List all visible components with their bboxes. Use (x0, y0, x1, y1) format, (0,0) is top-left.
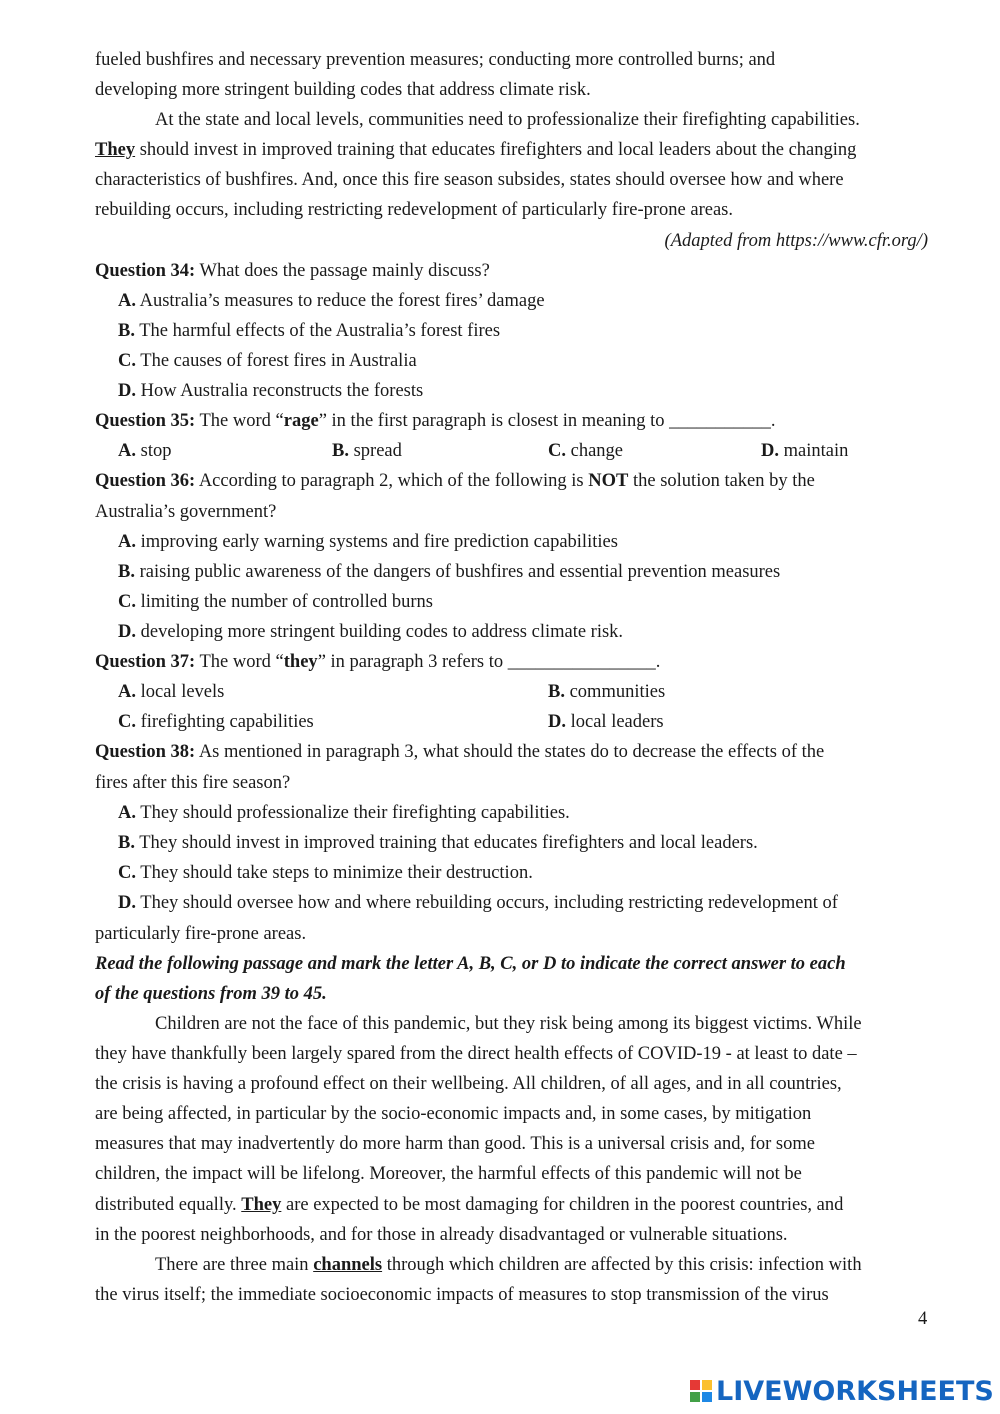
passage-line: in the poorest neighborhoods, and for those in already disadvantaged or vulnerable situations. (95, 1225, 788, 1245)
question-36: Question 36: According to paragraph 2, which of the following is NOT the solution taken by the (95, 471, 815, 491)
passage-line: characteristics of bushfires. And, once this fire season subsides, states should oversee how and where (95, 170, 844, 190)
passage-line: the virus itself; the immediate socioeconomic impacts of measures to stop transmission of the virus (95, 1285, 829, 1305)
question-38: Question 38: As mentioned in paragraph 3, what should the states do to decrease the effects of the (95, 742, 825, 762)
underlined-word: They (95, 140, 136, 160)
q38-option-d-cont: particularly fire-prone areas. (95, 924, 307, 944)
q34-option-d[interactable]: D. How Australia reconstructs the forests (118, 381, 424, 401)
q37-options-row-1 (95, 680, 935, 704)
q35-options-row (95, 439, 935, 463)
q38-option-d[interactable]: D. They should oversee how and where rebuilding occurs, including restricting redevelopment of (118, 893, 838, 913)
q35-option-b[interactable]: B. spread (332, 441, 402, 461)
q37-option-b[interactable]: B. communities (548, 682, 666, 702)
q34-option-a[interactable]: A. Australia’s measures to reduce the forest fires’ damage (118, 291, 545, 311)
q38-option-a[interactable]: A. They should professionalize their firefighting capabilities. (118, 803, 570, 823)
section-instruction: of the questions from 39 to 45. (95, 984, 327, 1004)
q36-option-a[interactable]: A. improving early warning systems and fire prediction capabilities (118, 532, 618, 552)
passage-line: Children are not the face of this pandemic, but they risk being among its biggest victims. While (155, 1014, 862, 1034)
q36-option-b[interactable]: B. raising public awareness of the dangers of bushfires and essential prevention measures (118, 562, 781, 582)
question-37: Question 37: The word “they” in paragraph 3 refers to ________________. (95, 652, 661, 672)
q38-option-c[interactable]: C. They should take steps to minimize their destruction. (118, 863, 533, 883)
source-citation: (Adapted from https://www.cfr.org/) (664, 231, 928, 251)
q37-option-c[interactable]: C. firefighting capabilities (118, 712, 314, 732)
liveworksheets-logo (690, 1374, 994, 1408)
passage-line: are being affected, in particular by the socio-economic impacts and, in some cases, by mitigation (95, 1104, 812, 1124)
passage-line: At the state and local levels, communities need to professionalize their firefighting capabilities. (155, 110, 860, 130)
underlined-word: channels (313, 1255, 383, 1275)
section-instruction: Read the following passage and mark the letter A, B, C, or D to indicate the correct answer to each (95, 954, 846, 974)
question-36-cont: Australia’s government? (95, 502, 277, 522)
passage-line: distributed equally. They are expected to be most damaging for children in the poorest countries, and (95, 1195, 844, 1215)
passage-line: developing more stringent building codes that address climate risk. (95, 80, 591, 100)
passage-line: measures that may inadvertently do more harm than good. This is a universal crisis and, for some (95, 1134, 815, 1154)
q36-option-c[interactable]: C. limiting the number of controlled burns (118, 592, 433, 612)
q36-option-d[interactable]: D. developing more stringent building codes to address climate risk. (118, 622, 624, 642)
question-34: Question 34: What does the passage mainly discuss? (95, 261, 490, 281)
underlined-word: They (241, 1195, 282, 1215)
page-number: 4 (918, 1309, 928, 1329)
passage-line: they have thankfully been largely spared from the direct health effects of COVID-19 - at least to date – (95, 1044, 857, 1064)
q34-option-c[interactable]: C. The causes of forest fires in Australia (118, 351, 417, 371)
q34-option-b[interactable]: B. The harmful effects of the Australia’s forest fires (118, 321, 501, 341)
logo-text: LIVEWORKSHEETS (716, 1375, 994, 1407)
q37-options-row-2 (95, 710, 935, 734)
q35-option-a[interactable]: A. stop (118, 441, 172, 461)
passage-line: children, the impact will be lifelong. Moreover, the harmful effects of this pandemic will not be (95, 1164, 802, 1184)
q35-option-c[interactable]: C. change (548, 441, 624, 461)
question-38-cont: fires after this fire season? (95, 773, 291, 793)
q35-option-d[interactable]: D. maintain (761, 441, 849, 461)
passage-line: There are three main channels through which children are affected by this crisis: infection with (155, 1255, 862, 1275)
q37-option-a[interactable]: A. local levels (118, 682, 225, 702)
question-35: Question 35: The word “rage” in the first paragraph is closest in meaning to ___________. (95, 411, 776, 431)
q37-option-d[interactable]: D. local leaders (548, 712, 664, 732)
passage-line: fueled bushfires and necessary prevention measures; conducting more controlled burns; and (95, 50, 776, 70)
passage-line: rebuilding occurs, including restricting redevelopment of particularly fire-prone areas. (95, 200, 734, 220)
passage-line: They should invest in improved training that educates firefighters and local leaders about the changing (95, 140, 857, 160)
logo-icon (690, 1380, 712, 1402)
q38-option-b[interactable]: B. They should invest in improved training that educates firefighters and local leaders. (118, 833, 758, 853)
passage-line: the crisis is having a profound effect on their wellbeing. All children, of all ages, and in all countries, (95, 1074, 842, 1094)
